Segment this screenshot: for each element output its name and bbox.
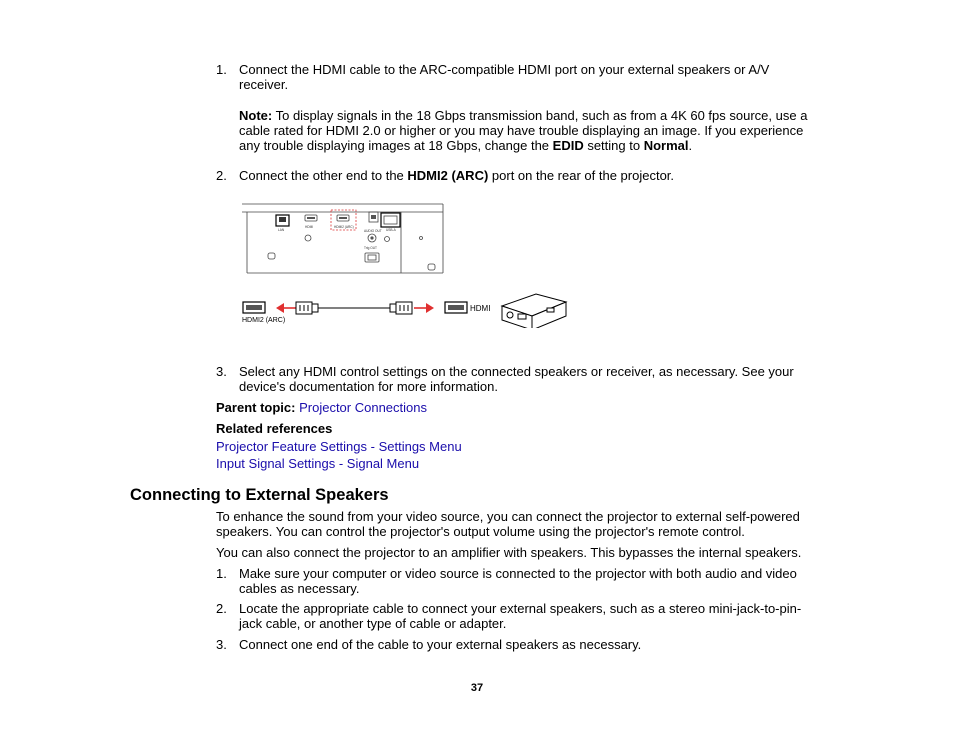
- hdmi-port-icon: [243, 302, 265, 313]
- section-step-1-line-2: cables as necessary.: [239, 581, 360, 596]
- related-link-signal-menu[interactable]: Input Signal Settings - Signal Menu: [216, 456, 420, 471]
- section-step-2-line-2: jack cable, or another type of cable or adapter.: [239, 616, 507, 631]
- parent-topic-label: Parent topic:: [216, 400, 296, 415]
- note-normal: Normal: [643, 138, 689, 153]
- related-references-heading: Related references: [216, 421, 333, 436]
- parent-topic: [216, 400, 828, 415]
- arrow-right-icon: [414, 303, 434, 313]
- note-edid: EDID: [552, 138, 584, 153]
- parent-topic-link[interactable]: Projector Connections: [299, 400, 427, 415]
- section-para-1-line-2: speakers. You can control the projector's output volume using the projector's remote control.: [216, 524, 745, 539]
- hdmi-cable-icon: [296, 302, 412, 314]
- step-3-text: [239, 364, 829, 394]
- step-2-post: port on the rear of the projector.: [488, 168, 675, 183]
- panel-label-hdmi2-arc: HDMI2 (ARC): [334, 225, 354, 229]
- note-text-e: .: [688, 138, 693, 153]
- section-step-3-text: Connect one end of the cable to your external speakers as necessary.: [239, 637, 642, 652]
- note-label: Note:: [239, 108, 273, 123]
- step-2-port: HDMI2 (ARC): [407, 168, 489, 183]
- projector-rear-panel: [242, 204, 443, 273]
- note-text-b: cable rated for HDMI 2.0 or higher or you may have trouble displaying an image. If you experience: [239, 123, 804, 138]
- section-para-1: [216, 509, 828, 539]
- step-1-text: [239, 62, 829, 92]
- section-para-2: You can also connect the projector to an amplifier with speakers. This bypasses the internal speakers.: [216, 545, 802, 560]
- av-receiver-icon: [502, 294, 566, 328]
- arrow-left-icon: [276, 303, 296, 313]
- section-step-3-number: 3.: [216, 637, 227, 652]
- section-step-1-line-1: Make sure your computer or video source is connected to the projector with both audio and video: [239, 566, 797, 581]
- step-1-line-1: Connect the HDMI cable to the ARC-compatible HDMI port on your external speakers or A/V: [239, 62, 770, 77]
- section-step-2-line-1: Locate the appropriate cable to connect your external speakers, such as a stereo mini-jack-to-pin-: [239, 601, 802, 616]
- panel-label-audio-out: AUDIO OUT: [364, 229, 382, 233]
- step-1-number: 1.: [216, 62, 227, 77]
- panel-label-trig-out: Trig OUT: [364, 246, 377, 250]
- note-text-a: To display signals in the 18 Gbps transmission band, such as from a 4K 60 fps source, use a: [272, 108, 808, 123]
- section-step-1-text: [239, 566, 829, 596]
- step-2-number: 2.: [216, 168, 227, 183]
- panel-label-lan: LAN: [278, 228, 285, 232]
- note-block: [239, 108, 829, 153]
- step-3-line-2: device's documentation for more information.: [239, 379, 498, 394]
- note-text-d: setting to: [583, 138, 644, 153]
- step-2-text: [239, 168, 829, 183]
- section-step-2-text: [239, 601, 829, 631]
- step-3-line-1: Select any HDMI control settings on the connected speakers or receiver, as necessary. See your: [239, 364, 794, 379]
- hdmi-connection-figure: [236, 198, 576, 328]
- section-para-1-line-1: To enhance the sound from your video source, you can connect the projector to external self-powered: [216, 509, 800, 524]
- device-hdmi-port-icon: [445, 302, 467, 313]
- panel-label-hdmi: HDMI: [305, 225, 314, 229]
- related-link-settings-menu[interactable]: Projector Feature Settings - Settings Menu: [216, 439, 462, 454]
- section-step-1-number: 1.: [216, 566, 227, 581]
- step-2-pre: Connect the other end to the: [239, 168, 408, 183]
- step-3-number: 3.: [216, 364, 227, 379]
- note-text-c: any trouble displaying images at 18 Gbps, change the: [239, 138, 553, 153]
- device-hdmi-label: HDMI: [470, 304, 491, 313]
- panel-label-usb-a: USB-A: [386, 228, 396, 232]
- section-step-2-number: 2.: [216, 601, 227, 616]
- section-heading: Connecting to External Speakers: [130, 486, 389, 504]
- hdmi2-arc-port-label: HDMI2 (ARC): [242, 317, 286, 324]
- step-1-line-2: receiver.: [239, 77, 289, 92]
- page-number: 37: [470, 682, 484, 694]
